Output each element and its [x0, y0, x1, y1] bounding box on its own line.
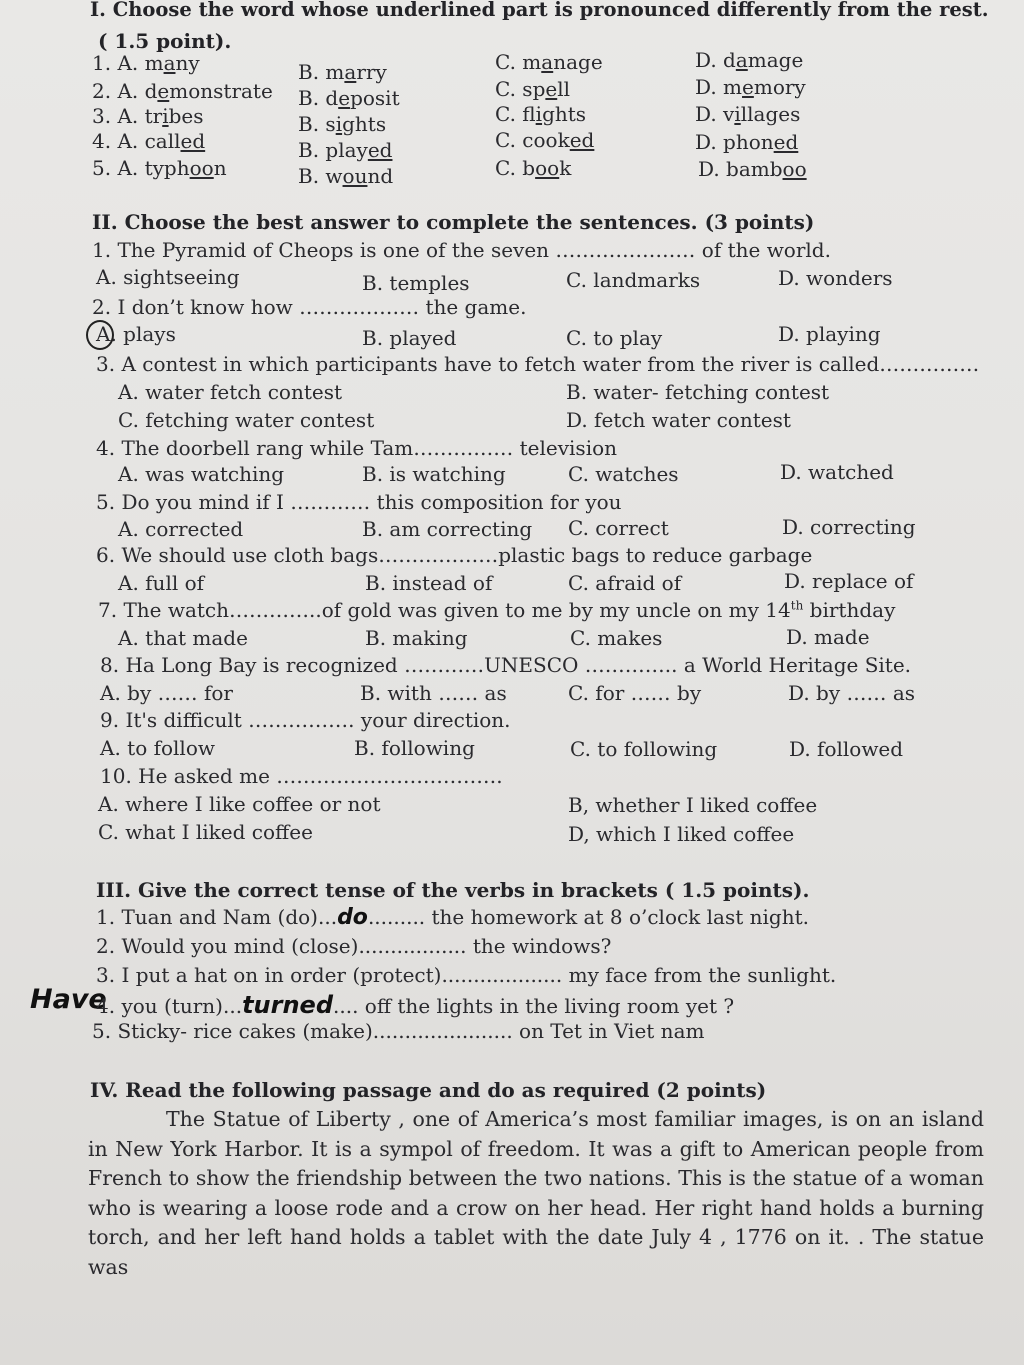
s2-q7-b: B. making [365, 626, 468, 650]
s2-q10: 10. He asked me ……………………………. [100, 764, 503, 788]
s1-row1-a: 1. A. many [92, 51, 200, 75]
s1-row2-d: D. memory [695, 75, 806, 99]
s2-q8: 8. Ha Long Bay is recognized …………UNESCO ………….. a World Heritage Site. [100, 653, 912, 677]
s2-q2-b: B. played [362, 326, 457, 350]
s2-q10-d: D, which I liked coffee [568, 822, 795, 846]
s3-item2: 2. Would you mind (close)................. the windows? [96, 934, 612, 958]
s2-q2-a: A. plays [96, 322, 176, 346]
s1-row4-d: D. phoned [695, 130, 799, 154]
s2-q10-a: A. where I like coffee or not [98, 792, 381, 816]
s2-q1-c: C. landmarks [566, 268, 701, 292]
s2-q5-b: B. am correcting [362, 517, 533, 541]
s2-q10-b: B, whether I liked coffee [568, 793, 818, 817]
s1-row3-b: B. sights [298, 112, 387, 136]
s2-q3: 3. A contest in which participants have to fetch water from the river is called…………… [96, 352, 980, 376]
s2-q4: 4. The doorbell rang while Tam…………… television [96, 436, 618, 460]
s1-row3-c: C. flights [495, 102, 587, 126]
s1-row5-b: B. wound [298, 164, 394, 188]
s1-row2-c: C. spell [495, 77, 571, 101]
s3-item4: 4. you (turn)...turned.... off the lights in the living room yet ? [96, 991, 735, 1019]
s2-q5-d: D. correcting [782, 515, 916, 539]
s2-q7-a: A. that made [118, 626, 248, 650]
s2-q7: 7. The watch…………..of gold was given to me by my uncle on my 14th birthday [98, 598, 896, 622]
s2-q3-d: D. fetch water contest [566, 408, 791, 432]
s2-q4-b: B. is watching [362, 462, 506, 486]
s3-item5: 5. Sticky- rice cakes (make)...................... on Tet in Viet nam [92, 1019, 705, 1043]
s2-q8-c: C. for …… by [568, 681, 702, 705]
s1-row4-b: B. played [298, 138, 393, 162]
s1-row1-b: B. marry [298, 60, 387, 84]
s1-row2-b: B. deposit [298, 86, 400, 110]
section1-heading: I. Choose the word whose underlined part is pronounced differently from the rest. [90, 0, 989, 21]
section2-heading: II. Choose the best answer to complete the sentences. (3 points) [92, 210, 815, 234]
s2-q2-c: C. to play [566, 326, 663, 350]
section3-heading: III. Give the correct tense of the verbs in brackets ( 1.5 points). [96, 878, 810, 902]
s1-row5-d: D. bamboo [698, 157, 807, 181]
section1-points: ( 1.5 point). [98, 29, 232, 53]
s2-q6-d: D. replace of [784, 569, 914, 593]
s2-q8-d: D. by …… as [788, 681, 916, 705]
s2-q6: 6. We should use cloth bags………………plastic bags to reduce garbage [96, 543, 813, 567]
s2-q6-a: A. full of [118, 571, 205, 595]
s2-q9-a: A. to follow [100, 736, 215, 760]
s1-row4-c: C. cooked [495, 128, 595, 152]
s1-row3-a: 3. A. tribes [92, 104, 204, 128]
s1-row2-a: 2. A. demonstrate [92, 79, 273, 103]
s2-q9-b: B. following [354, 736, 475, 760]
s2-q4-a: A. was watching [118, 462, 285, 486]
s2-q3-a: A. water fetch contest [118, 380, 343, 404]
section4-heading: IV. Read the following passage and do as required (2 points) [90, 1078, 767, 1102]
s2-q5-c: C. correct [568, 516, 669, 540]
s2-q10-c: C. what I liked coffee [98, 820, 313, 844]
handwritten-have: Have [30, 984, 107, 1015]
s2-q1-b: B. temples [362, 271, 470, 295]
s2-q8-a: A. by …… for [100, 681, 233, 705]
s2-q4-d: D. watched [780, 460, 894, 484]
s2-q5-a: A. corrected [118, 517, 244, 541]
s2-q2: 2. I don’t know how ……………… the game. [92, 295, 527, 319]
s2-q3-b: B. water- fetching contest [566, 380, 830, 404]
s2-q1-d: D. wonders [778, 266, 893, 290]
s3-item1: 1. Tuan and Nam (do)...do......... the homework at 8 o’clock last night. [96, 905, 809, 930]
s1-row1-c: C. manage [495, 50, 603, 74]
s2-q5: 5. Do you mind if I ………… this composition for you [96, 490, 622, 514]
s2-q6-c: C. afraid of [568, 571, 682, 595]
s2-q9-d: D. followed [789, 737, 904, 761]
passage-text: The Statue of Liberty , one of America’s most familiar images, is on an island in New York Harbor. It is a sympol of freedom. It was a gift to American people from French to show the friendship between the two nations. This is the statue of a woman who is wearing a loose rode and a crow on her head. Her right hand holds a burning torch, and her left hand holds a tablet with the date July 4 , 1776 on it. . The statue was [88, 1107, 984, 1279]
s2-q4-c: C. watches [568, 462, 679, 486]
s2-q7-d: D. made [786, 625, 870, 649]
s2-q3-c: C. fetching water contest [118, 408, 375, 432]
s3-item3: 3. I put a hat on in order (protect)................... my face from the sunlight. [96, 963, 837, 987]
s2-q7-c: C. makes [570, 626, 663, 650]
s2-q8-b: B. with …… as [360, 681, 507, 705]
s2-q9-c: C. to following [570, 737, 718, 761]
reading-passage [88, 1105, 984, 1282]
s1-row4-a: 4. A. called [92, 129, 206, 153]
s2-q6-b: B. instead of [365, 571, 493, 595]
s1-row5-c: C. book [495, 156, 572, 180]
s2-q1-a: A. sightseeing [96, 265, 240, 289]
s2-q2-d: D. playing [778, 322, 881, 346]
s2-q9: 9. It's difficult ……………. your direction. [100, 708, 511, 732]
s1-row1-d: D. damage [695, 48, 804, 72]
s1-row5-a: 5. A. typhoon [92, 156, 227, 180]
s2-q1: 1. The Pyramid of Cheops is one of the seven ………………… of the world. [92, 238, 831, 262]
s1-row3-d: D. villages [695, 102, 801, 126]
